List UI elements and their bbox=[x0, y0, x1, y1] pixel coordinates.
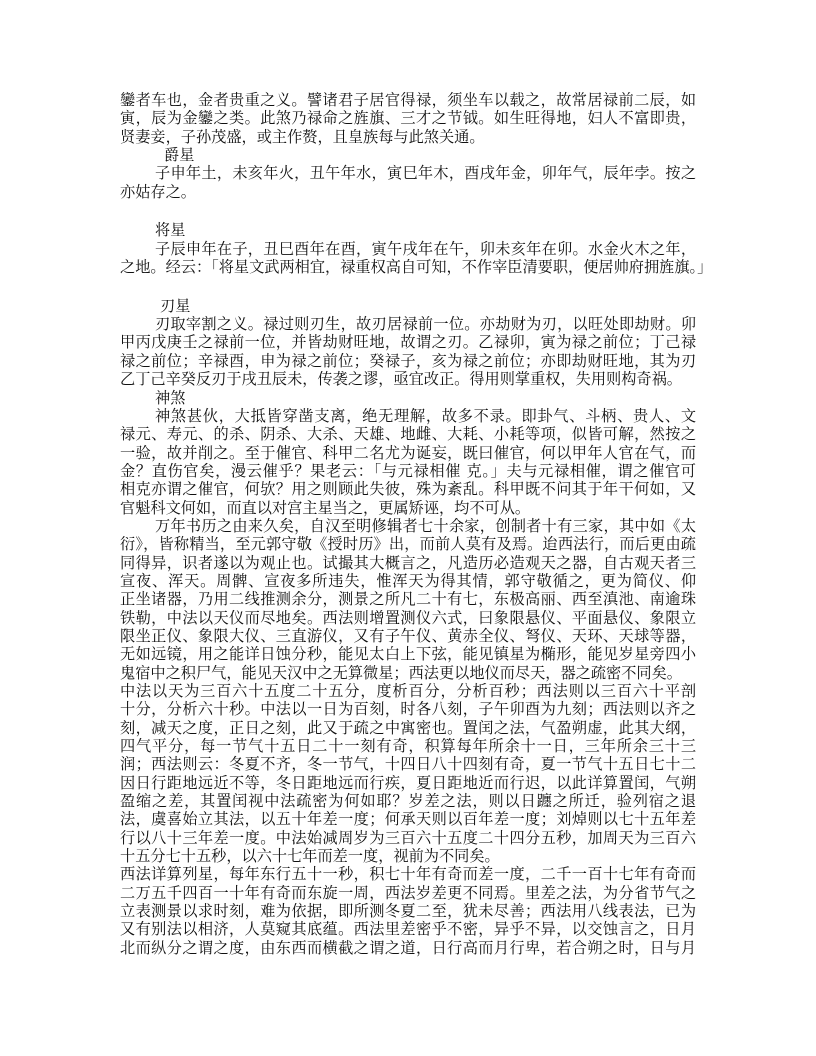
juexing-paragraph bbox=[120, 164, 696, 201]
renxing-heading: 刃星 bbox=[160, 296, 191, 315]
text-line: 北而纵分之谓之度，由东西而横截之谓之道，日行高而月行卑，若合朔之时，日与月 bbox=[120, 938, 696, 957]
jiangxing-heading: 将星 bbox=[155, 221, 186, 240]
shensha-heading: 神煞 bbox=[155, 388, 186, 407]
text-line: 神煞甚伙，大抵皆穿凿支离，绝无理解，故多不录。即卦气、斗柄、贵人、文 bbox=[155, 406, 696, 425]
text-line: 中法以天为三百六十五度二十五分，度析百分，分析百秒；西法则以三百六十平剖 bbox=[120, 682, 696, 700]
text-line: 刻，减天之度，正日之刻，此又于疏之中寓密也。置闰之法，气盈朔虚，此其大纲， bbox=[120, 718, 696, 737]
calendar-history-paragraph bbox=[120, 517, 696, 682]
juexing-heading: 爵星 bbox=[164, 146, 195, 165]
text-line: 金？直伤官矣，漫云催乎？果老云：「与元禄相催 克。」夫与元禄相催，谓之催官可 bbox=[120, 461, 696, 480]
text-line: 十分，分析六十秒。中法以一日为百刻，时各八刻，子午卯酉为九刻；西法则以齐之 bbox=[120, 700, 696, 719]
text-line: 贤妻妾，子孙茂盛，或主作赘，且皇族每与此煞关通。 bbox=[120, 127, 485, 146]
text-line: 子辰申年在子，丑巳酉年在酉，寅午戌年在午，卯未亥年在卯。水金火木之年， bbox=[155, 239, 696, 258]
text-line: 无如远镜，用之能详日蚀分秒，能见太白上下弦，能见镇星为椭形，能见岁星旁四小 bbox=[120, 645, 696, 664]
jiangxing-paragraph bbox=[120, 239, 713, 277]
text-line: 十五分七十五秒，以六十七年而差一度，视前为不同矣。 bbox=[120, 847, 500, 866]
text-line: 万年书历之由来久矣，自汉至明修辑者七十余家，创制者十有三家，其中如《太 bbox=[155, 516, 696, 535]
text-line: 鑾者车也，金者贵重之义。譬诸君子居官得禄，须坐车以载之，故常居禄前二辰，如 bbox=[120, 91, 696, 109]
text-line: 鬼宿中之积尸气，能见天汉中之无算微星；西法更以地仪而尽天，器之疏密不同矣。 bbox=[120, 663, 682, 682]
text-line: 正坐诸器，乃用二线推测余分，测景之所凡二十有七，东极高丽、西至滇池、南逾珠 bbox=[120, 590, 696, 609]
blank-line bbox=[120, 276, 696, 294]
text-line: 二万五千四百一十年有奇而东旋一周，西法岁差更不同焉。里差之法，为分省节气之 bbox=[120, 883, 696, 902]
text-line: 行以八十三年差一度。中法始减周岁为三百六十五度二十四分五秒，加周天为三百六 bbox=[120, 828, 696, 847]
text-line: 甲丙戊庚壬之禄前一位，并皆劫财旺地，故谓之刃。乙禄卯，寅为禄之前位；丁己禄 bbox=[120, 333, 696, 352]
text-line: 西法详算列星，每年东行五十一秒，积七十年有奇而差一度，二千一百十七年有奇而 bbox=[120, 865, 696, 884]
text-line: 之地。经云：「将星文武两相宜，禄重权高自可知，不作宰臣清要职，便居帅府拥旌旗。」 bbox=[120, 258, 713, 277]
renxing-paragraph bbox=[120, 315, 696, 388]
text-line: 相克亦谓之催官，何欤？用之则顾此失彼，殊为紊乱。科甲既不问其于年干何如，又 bbox=[120, 480, 696, 499]
text-line: 禄元、寿元、的杀、阴杀、大杀、天雄、地雌、大耗、小耗等项，似皆可解，然按之 bbox=[120, 425, 696, 444]
text-line: 立表测景以求时刻，难为依据，即所测冬夏二至，犹未尽善；西法用八线表法，已为 bbox=[120, 902, 696, 921]
text-line: 官魁科文何如，而直以对宫主星当之，更属矫诬，均不可从。 bbox=[120, 498, 531, 517]
text-line: 宣夜、浑天。周髀、宣夜多所违失，惟浑天为得其情，郭守敬循之，更为简仪、仰 bbox=[120, 571, 696, 590]
text-line: 铁勒，中法以天仪而尽地矣。西法则增置测仪六式，曰象限悬仪、平面悬仪、象限立 bbox=[120, 608, 696, 627]
blank-line bbox=[120, 201, 696, 219]
text-line: 润；西法则云：冬夏不齐，冬一节气，十四日八十四刻有奇，夏一节气十五日七十二 bbox=[120, 755, 696, 774]
text-line: 亦姑存之。 bbox=[120, 182, 196, 201]
text-line: 四气平分，每一节气十五日二十一刻有奇，积算每年所余十一日，三年所余三十三 bbox=[120, 737, 696, 756]
text-line: 同得异，识者遂以为观止也。试撮其大概言之，凡造历必造观天之器，自古观天者三 bbox=[120, 553, 696, 572]
text-line: 禄之前位；辛禄酉，申为禄之前位；癸禄子，亥为禄之前位；亦即劫财旺地，其为刃 bbox=[120, 351, 696, 370]
text-line: 乙丁己辛癸反刃于戌丑辰未，传袭之谬，亟宜改正。得用则掌重权，失用则构奇祸。 bbox=[120, 370, 682, 389]
jinyu-paragraph bbox=[120, 91, 696, 146]
text-line: 盈缩之差，其置闰视中法疏密为何如耶？岁差之法，则以日躔之所迁，验列宿之退 bbox=[120, 792, 696, 811]
text-line: 寅，辰为金鑾之类。此煞乃禄命之旌旗、三才之节钺。如生旺得地，妇人不富即贵， bbox=[120, 109, 696, 128]
text-line: 衍》，皆称精当，至元郭守敬《授时历》出，而前人莫有及焉。迨西法行，而后更由疏 bbox=[120, 535, 696, 554]
document-page bbox=[120, 91, 713, 957]
text-line: 因日行距地远近不等，冬日距地远而行疾，夏日距地近而行迟，以此详算置闰，气朔 bbox=[120, 773, 696, 792]
text-line: 限坐正仪、象限大仪、三直游仪，又有子午仪、黄赤全仪、弩仪、天环、天球等器， bbox=[120, 626, 696, 645]
text-line: 法，虞喜始立其法，以五十年差一度；何承天则以百年差一度；刘焯则以七十五年差 bbox=[120, 810, 696, 829]
text-line: 又有别法以相济，人莫窥其底蕴。西法里差密乎不密，异乎不异，以交蚀言之，日月 bbox=[120, 920, 696, 939]
text-line: 一验，故并削之。至于催官、科甲二名尤为诞妄，既曰催官，何以甲年人官在气，而 bbox=[120, 443, 696, 462]
shensha-paragraph bbox=[120, 407, 696, 517]
degree-division-paragraph bbox=[120, 682, 696, 865]
text-line: 子申年土，未亥年火，丑午年水，寅巳年木，酉戌年金，卯年气，辰年孛。按之 bbox=[155, 164, 696, 183]
text-line: 刃取宰割之义。禄过则刃生，故刃居禄前一位。亦劫财为刃，以旺处即劫财。卯 bbox=[155, 315, 696, 334]
star-precession-paragraph bbox=[120, 865, 696, 957]
